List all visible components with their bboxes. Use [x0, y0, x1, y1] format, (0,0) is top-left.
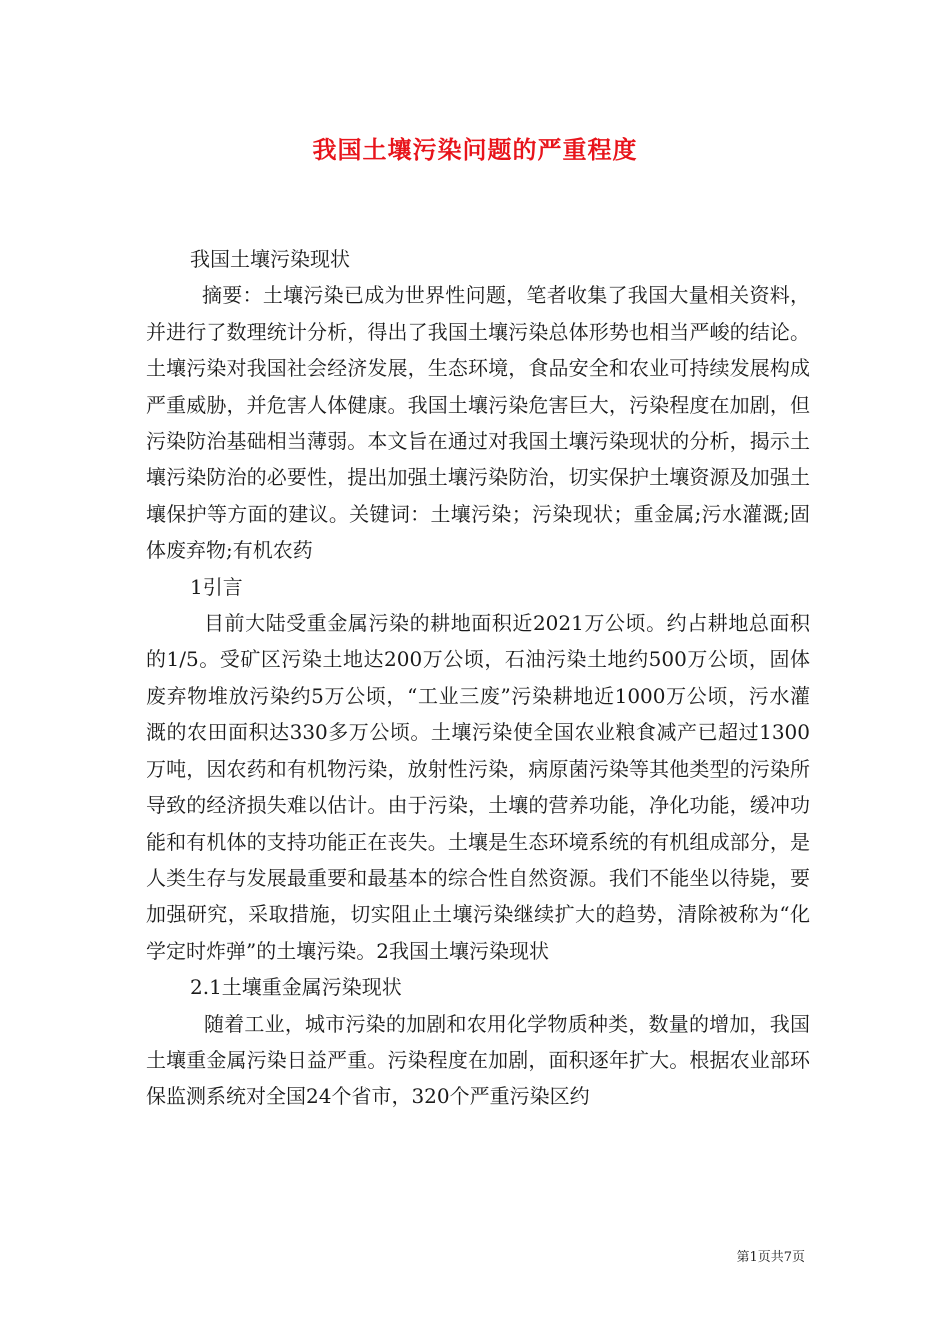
section-heading: 我国土壤污染现状	[190, 247, 350, 271]
page-number: 第1页共7页	[736, 1250, 805, 1265]
document-title: 我国土壤污染问题的严重程度	[312, 135, 638, 164]
abstract-paragraph: 摘要：土壤污染已成为世界性问题，笔者收集了我国大量相关资料，并进行了数理统计分析，得出了我国土壤污染总体形势也相当严峻的结论。土壤污染对我国社会经济发展，生态环境，食品安全和农业可持续发展构成严重威胁，并危害人体健康。我国土壤污染危害巨大，污染程度在加剧，但污染防治基础相当薄弱。本文旨在通过对我国土壤污染现状的分析，揭示土壤污染防治的必要性，提出加强土壤污染防治，切实保护土壤资源及加强土壤保护等方面的建议。关键词：土壤污染；污染现状；重金属;污水灌溉;固体废弃物;有机农药	[146, 283, 810, 563]
section-heading: 2.1土壤重金属污染现状	[190, 975, 402, 1000]
body-paragraph: 随着工业，城市污染的加剧和农用化学物质种类，数量的增加，我国土壤重金属污染日益严重。污染程度在加剧，面积逐年扩大。根据农业部环保监测系统对全国24个省市，320个严重污染区约	[146, 1011, 810, 1109]
section-heading: 1引言	[190, 574, 243, 599]
document-body	[146, 241, 810, 1115]
body-paragraph: 目前大陆受重金属污染的耕地面积近2021万公顷。约占耕地总面积的1/5。受矿区污染土地达200万公顷，石油污染土地约500万公顷，固体废弃物堆放污染约5万公顷，“工业三废”污染耕地近1000万公顷，污水灌溉的农田面积达330多万公顷。土壤污染使全国农业粮食减产已超过1300万吨，因农药和有机物污染，放射性污染，病原菌污染等其他类型的污染所导致的经济损失难以估计。由于污染，土壤的营养功能，净化功能，缓冲功能和有机体的支持功能正在丧失。土壤是生态环境系统的有机组成部分，是人类生存与发展最重要和最基本的综合性自然资源。我们不能坐以待毙，要加强研究，采取措施，切实阻止土壤污染继续扩大的趋势，清除被称为“化学定时炸弹”的土壤污染。2我国土壤污染现状	[146, 611, 810, 963]
